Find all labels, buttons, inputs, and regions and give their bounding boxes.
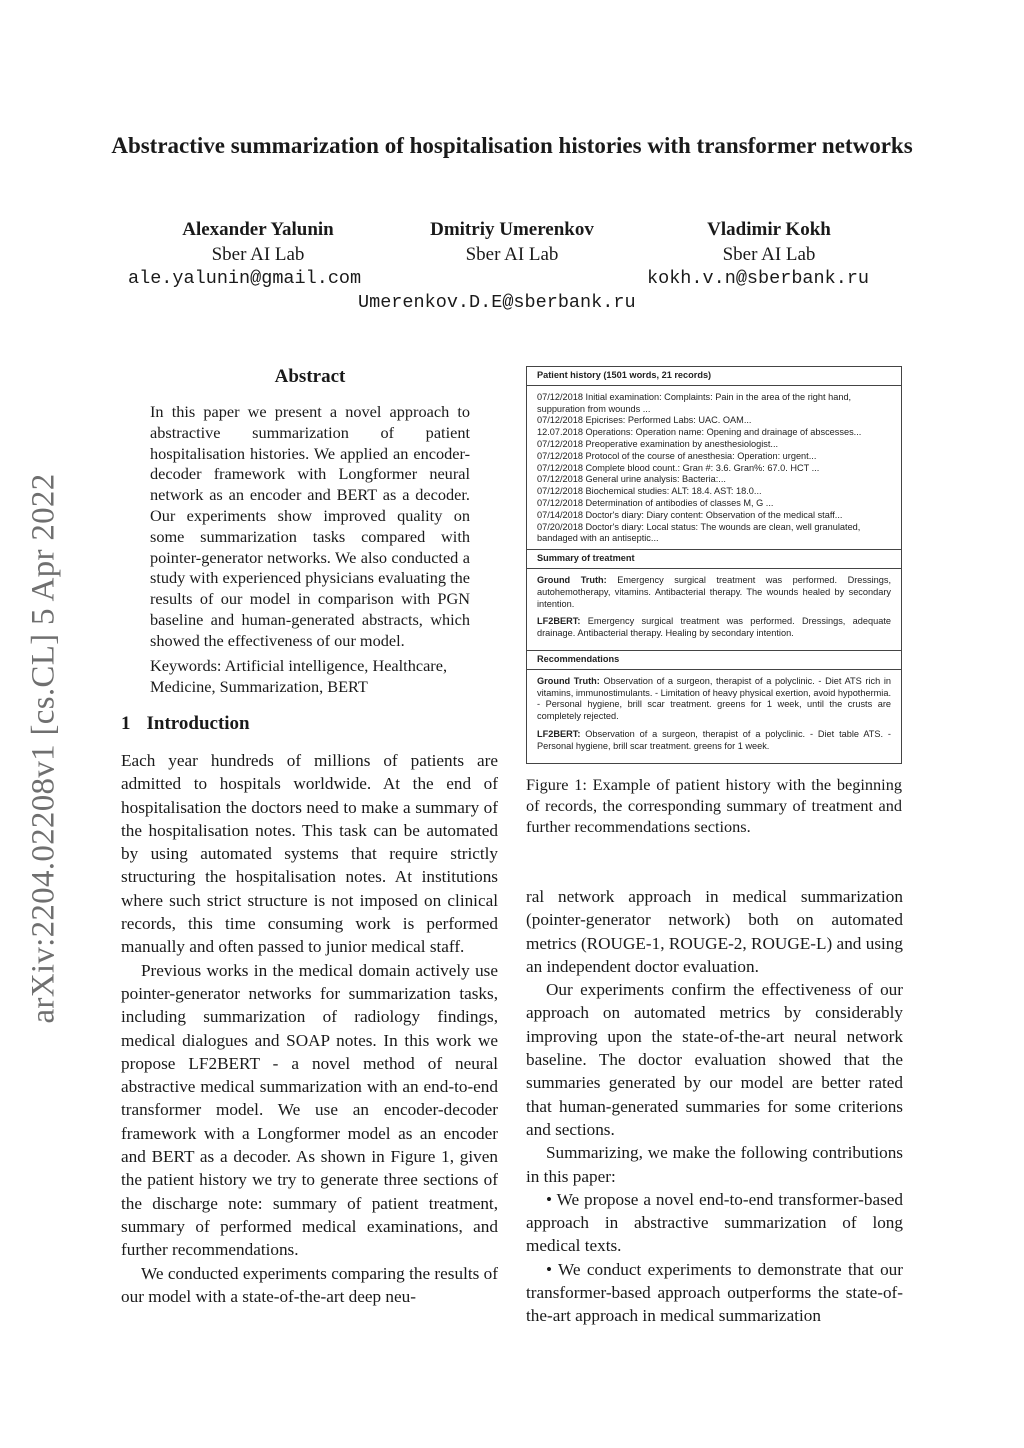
figure-caption: Figure 1: Example of patient history with the beginning of records, the corresponding summary of treatment and further recommendations sections. [526, 775, 902, 836]
author-2 [402, 217, 622, 267]
paragraph: Summarizing, we make the following contributions in this paper: [526, 1143, 903, 1186]
author-1 [148, 217, 368, 267]
figure-1 [526, 366, 902, 764]
section-heading-introduction [121, 713, 250, 735]
treatment-summary-body [527, 569, 901, 650]
ground-truth-text: Observation of a surgeon, therapist of a polyclinic. - Diet ATS rich in vitamins, immunostimulants. - Limitation of heavy physical exertion, avoid hypothermia. - Personal hygiene, brill scar treatment. greens for 1 week, until the crusts are completely rejected. [537, 675, 891, 722]
record-line: 07/12/2018 Preoperative examination by anesthesiologist... [537, 438, 779, 449]
recommendations-header: Recommendations [527, 650, 901, 670]
section-title: Introduction [146, 713, 250, 734]
recommendations-body [527, 670, 901, 763]
model-output-text: Emergency surgical treatment was performed. Dressings, adequate drainage. Antibacterial therapy. Healing by secondary intention. [537, 616, 891, 639]
author-name: Alexander Yalunin [182, 219, 334, 240]
author-3 [659, 217, 879, 267]
record-line: 07/12/2018 Complete blood count.: Gran #: 3.6. Gran%: 67.0. HCT ... [537, 462, 820, 473]
treatment-summary-header: Summary of treatment [527, 549, 901, 569]
paragraph: We conducted experiments comparing the results of our model with a state-of-the-art deep neu- [121, 1263, 498, 1306]
paper-title: Abstractive summarization of hospitalisation histories with transformer networks [111, 133, 913, 158]
ground-truth-text: Emergency surgical treatment was performed. Dressings, autohemotherapy, vitamins. Antibacterial therapy. The wounds healed by secondary intention. [537, 574, 891, 609]
record-line: 07/12/2018 Protocol of the course of anesthesia: Operation: urgent... [537, 450, 817, 461]
author-affiliation: Sber AI Lab [722, 244, 816, 265]
patient-history-records [527, 386, 901, 549]
paragraph: Our experiments confirm the effectiveness of our approach on automated metrics by considerably improving upon the state-of-the-art neural network baseline. The doctor evaluation showed that the summaries generated by our model are better rated that human-generated summaries for some criterions and sections. [526, 980, 903, 1139]
paragraph: Each year hundreds of millions of patients are admitted to hospitals worldwide. At the end of hospitalisation the doctors need to make a summary of the hospitalisation notes. This task can be automated by using automated systems that require strictly structuring the hospitalisation notes. At institutions where such strict structure is not imposed on clinical records, this time consuming work is performed manually and often passed to junior medical staff. [121, 751, 498, 957]
author-email[interactable]: kokh.v.n@sberbank.ru [647, 268, 870, 289]
model-output-label: LF2BERT: [537, 728, 581, 739]
author-affiliation: Sber AI Lab [211, 244, 305, 265]
record-line: 07/20/2018 Doctor's diary: Local status: The wounds are clean, well granulated, bandaged with an antiseptic... [537, 521, 861, 544]
paragraph: Previous works in the medical domain actively use pointer-generator networks for summarization tasks, including summarization of radiology findings, medical dialogues and SOAP notes. In this work we propose LF2BERT - a novel method of neural abstractive medical summarization with an end-to-end transformer model. We use an encoder-decoder framework with a Longformer model as an encoder and BERT as a decoder. As shown in Figure 1, given the patient history we try to generate three sections of the discharge note: summary of patient treatment, summary of performed medical examinations, and further recommendations. [121, 960, 498, 1260]
record-line: 07/12/2018 Epicrises: Performed Labs: UAC. OAM... [537, 415, 752, 426]
author-name: Dmitriy Umerenkov [430, 219, 594, 240]
record-line: 07/12/2018 Initial examination: Complaints: Pain in the area of the right hand, suppuration from wounds ... [537, 391, 852, 414]
left-column-text [121, 749, 498, 1308]
arxiv-identifier: arXiv:2204.02208v1 [cs.CL] 5 Apr 2022 [25, 472, 62, 1024]
author-email[interactable]: ale.yalunin@gmail.com [128, 268, 362, 289]
model-output-text: Observation of a surgeon, therapist of a polyclinic. - Diet table ATS. - Personal hygiene, brill scar treatment. greens for 1 week. [537, 728, 891, 751]
patient-history-header: Patient history (1501 words, 21 records) [527, 367, 901, 386]
right-column-text [526, 885, 903, 1328]
paragraph: ral network approach in medical summarization (pointer-generator network) both on automated metrics (ROUGE-1, ROUGE-2, ROUGE-L) and using an independent doctor evaluation. [526, 887, 903, 976]
abstract-heading: Abstract [274, 366, 346, 387]
ground-truth-label: Ground Truth: [537, 675, 600, 686]
author-name: Vladimir Kokh [707, 219, 831, 240]
author-affiliation: Sber AI Lab [465, 244, 559, 265]
contribution-bullet: • We conduct experiments to demonstrate that our transformer-based approach outperforms the state-of-the-art approach in medical summarization [526, 1259, 903, 1326]
record-line: 12.07.2018 Operations: Operation name: Opening and drainage of abscesses... [537, 427, 862, 438]
record-line: 07/12/2018 Biochemical studies: ALT: 18.4. AST: 18.0... [537, 486, 762, 497]
abstract-text: In this paper we present a novel approach to abstractive summarization of patient hospitalisation histories. We applied an encoder-decoder framework with Longformer neural network as an encoder and BERT as a decoder. Our experiments show improved quality on some summarization tasks compared with pointer-generator networks. We also conducted a study with experienced physicians evaluating the results of our model in comparison with PGN baseline and human-generated abstracts, which showed the effectiveness of our model. [150, 402, 470, 650]
section-number: 1 [121, 713, 131, 734]
author-email[interactable]: Umerenkov.D.E@sberbank.ru [358, 292, 636, 313]
keywords: Keywords: Artificial intelligence, Healthcare, Medicine, Summarization, BERT [150, 656, 448, 696]
contribution-bullet: • We propose a novel end-to-end transformer-based approach in abstractive summarization of long medical texts. [526, 1189, 903, 1256]
model-output-label: LF2BERT: [537, 616, 581, 627]
ground-truth-label: Ground Truth: [537, 574, 607, 585]
record-line: 07/12/2018 Determination of antibodies of classes M, G ... [537, 497, 774, 508]
record-line: 07/12/2018 General urine analysis: Bacteria:... [537, 474, 726, 485]
record-line: 07/14/2018 Doctor's diary: Diary content: Observation of the medical staff... [537, 509, 843, 520]
